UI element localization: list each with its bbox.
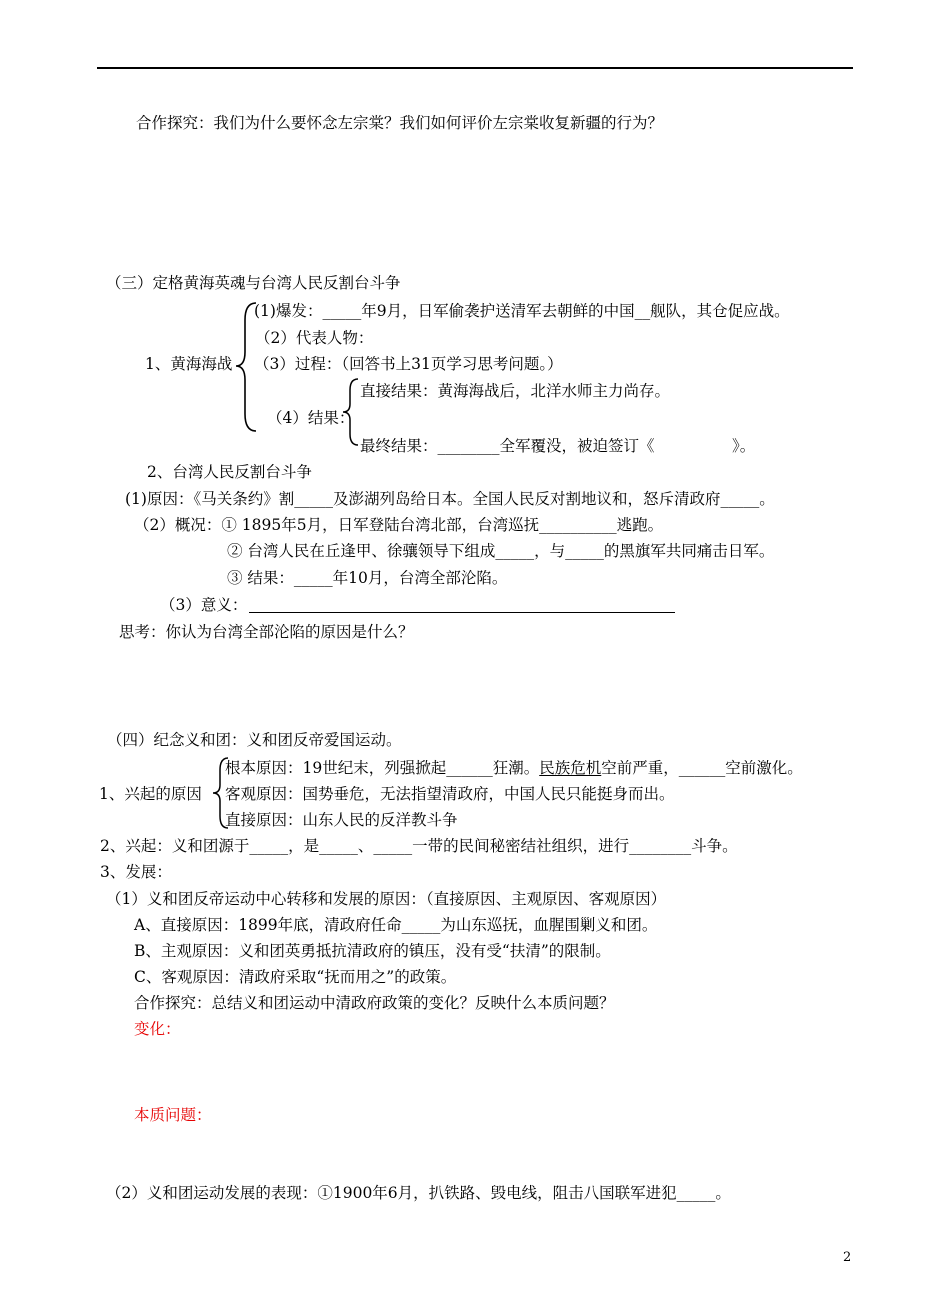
manifestation: （2）义和团运动发展的表现：①1900年6月，扒铁路、毁电线，阻击八国联军进犯_____。	[106, 1184, 731, 1202]
battle-outbreak: (1)爆发：_____年9月，日军偷袭护送清军去朝鲜的中国__舰队，其仓促应战。	[254, 302, 790, 320]
cause-brace	[210, 755, 232, 831]
direct-result: 直接结果：黄海海战后，北洋水师主力尚存。	[360, 382, 671, 400]
taiwan-overview-2: ② 台湾人民在丘逢甲、徐骧领导下组成_____，与_____的黑旗军共同痛击日军。	[227, 542, 775, 560]
final-result: 最终结果：________全军覆没，被迫签订《 》。	[360, 437, 756, 455]
result-label: （4）结果：	[267, 409, 355, 427]
cause-label: 1、兴起的原因	[99, 785, 202, 803]
battle-figures: （2）代表人物：	[255, 329, 374, 347]
rise: 2、兴起：义和团源于_____，是_____、_____一带的民间秘密结社组织，进行________斗争。	[100, 837, 738, 855]
reason-b: B、主观原因：义和团英勇抵抗清政府的镇压，没有受“扶清”的限制。	[134, 942, 611, 960]
essence-label: 本质问题：	[134, 1106, 212, 1124]
reason-a: A、直接原因：1899年底，清政府任命_____为山东巡抚，血腥围剿义和团。	[134, 916, 658, 934]
battle-process: （3）过程：（回答书上31页学习思考问题。）	[254, 355, 563, 373]
objective-cause: 客观原因：国势垂危，无法指望清政府，中国人民只能挺身而出。	[225, 785, 675, 803]
development-reason: （1）义和团反帝运动中心转移和发展的原因：（直接原因、主观原因、客观原因）	[106, 890, 667, 908]
reason-c: C、客观原因：清政府采取“抚而用之”的政策。	[134, 968, 457, 986]
result-brace	[340, 376, 362, 448]
direct-cause: 直接原因：山东人民的反洋教斗争	[225, 811, 458, 829]
thinking-question: 思考：你认为台湾全部沦陷的原因是什么？	[119, 623, 414, 641]
section-4-title: （四）纪念义和团：义和团反帝爱国运动。	[107, 731, 402, 749]
discussion-question-2: 合作探究：总结义和团运动中清政府政策的变化？反映什么本质问题？	[134, 994, 615, 1012]
page-number: 2	[843, 1250, 852, 1265]
development: 3、发展：	[100, 863, 172, 881]
taiwan-meaning: （3）意义：	[160, 596, 248, 614]
taiwan-overview-3: ③ 结果：_____年10月，台湾全部沦陷。	[227, 569, 508, 587]
taiwan-overview-1: （2）概况：① 1895年5月，日军登陆台湾北部，台湾巡抚__________逃跑。	[134, 516, 664, 534]
discussion-question-1: 合作探究：我们为什么要怀念左宗棠？我们如何评价左宗棠收复新疆的行为？	[136, 114, 664, 132]
header-rule	[97, 67, 853, 69]
section-3-title: （三）定格黄海英魂与台湾人民反割台斗争	[106, 274, 401, 292]
taiwan-title: 2、台湾人民反割台斗争	[147, 463, 312, 481]
battle-brace	[232, 300, 262, 434]
meaning-answer-line	[249, 612, 675, 613]
root-cause: 根本原因：19世纪末，列强掀起______狂潮。民族危机空前严重，______空前激化。	[225, 759, 803, 777]
battle-label: 1、黄海海战	[145, 355, 233, 373]
taiwan-cause: (1)原因：《马关条约》割_____及澎湖列岛给日本。全国人民反对割地议和，怒斥清政府_____。	[125, 490, 775, 508]
change-label: 变化：	[134, 1020, 181, 1038]
